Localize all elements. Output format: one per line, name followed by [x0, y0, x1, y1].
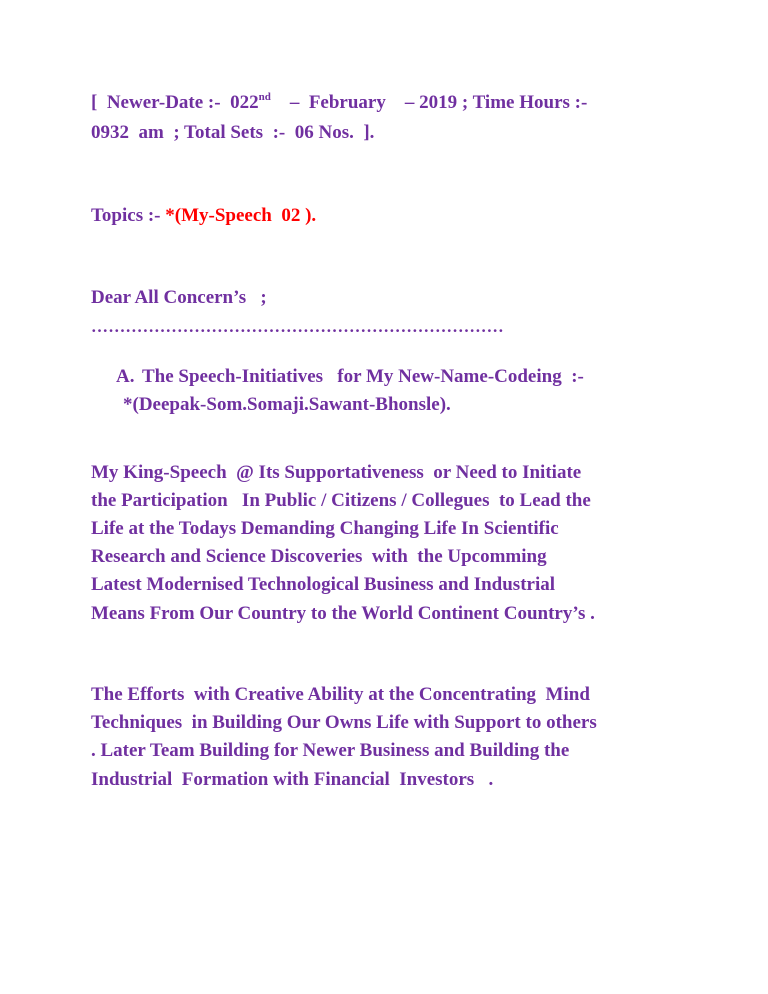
paragraph2-line: Industrial Formation with Financial Investors . — [91, 769, 494, 790]
paragraph1-line: Latest Modernised Technological Business and Industrial — [91, 574, 556, 595]
paragraph1-line: Means From Our Country to the World Continent Country’s . — [91, 603, 595, 624]
header-month-text: – February – 2019 ; Time Hours :- — [270, 92, 588, 113]
header-date-line — [91, 93, 587, 112]
dotted-separator: ……………………………………………………………… — [91, 317, 504, 336]
topics-label: Topics :- — [91, 205, 166, 226]
list-item-a-line2: *(Deepak-Som.Somaji.Sawant-Bhonsle). — [123, 394, 451, 415]
topics-line — [91, 206, 316, 225]
list-item-a-marker: A. — [116, 366, 135, 387]
ordinal-suffix: nd — [258, 91, 271, 103]
header-time-line: 0932 am ; Total Sets :- 06 Nos. ]. — [91, 122, 375, 143]
paragraph1-line: Life at the Todays Demanding Changing Life In Scientific — [91, 518, 559, 539]
paragraph1-line: My King-Speech @ Its Supportativeness or Need to Initiate — [91, 462, 582, 483]
paragraph1-line: the Participation In Public / Citizens / Collegues to Lead the — [91, 490, 591, 511]
header-date-text: [ Newer-Date :- 022 — [91, 92, 259, 113]
paragraph2-line: Techniques in Building Our Owns Life with Support to others — [91, 712, 597, 733]
paragraph1-line: Research and Science Discoveries with the Upcomming — [91, 546, 547, 567]
paragraph2-line: The Efforts with Creative Ability at the Concentrating Mind — [91, 684, 590, 705]
paragraph2-line: . Later Team Building for Newer Business and Building the — [91, 740, 570, 761]
topics-value: *(My-Speech 02 ). — [165, 205, 317, 226]
list-item-a-line1: The Speech-Initiatives for My New-Name-Codeing :- — [142, 366, 584, 387]
greeting: Dear All Concern’s ; — [91, 287, 267, 308]
